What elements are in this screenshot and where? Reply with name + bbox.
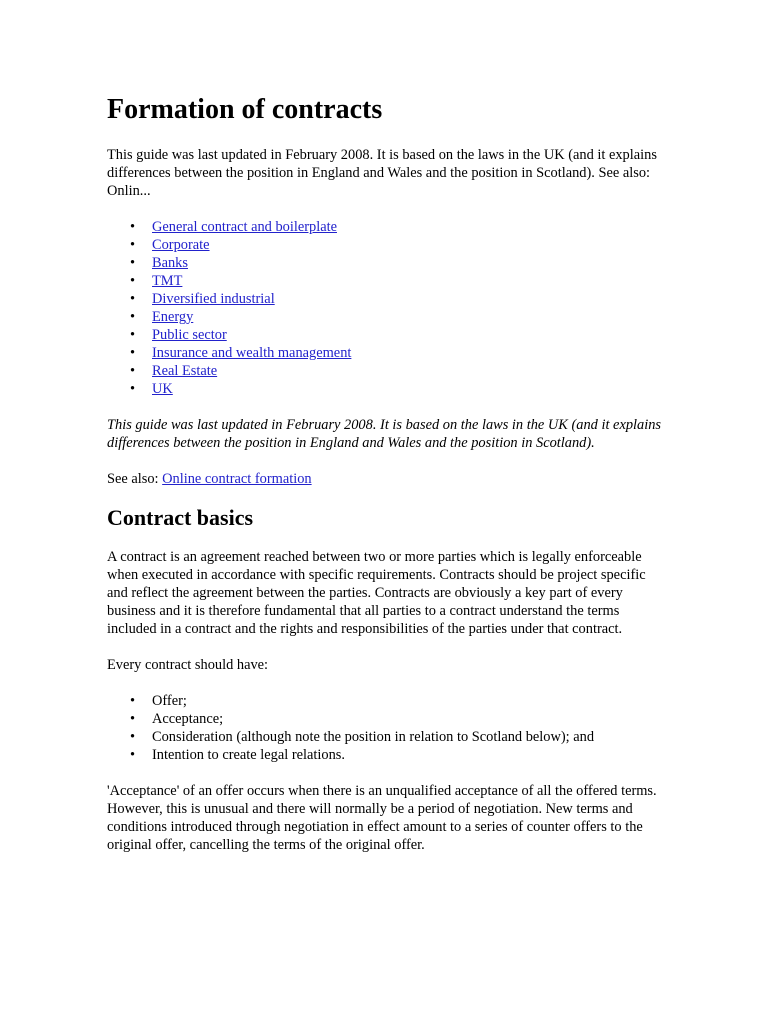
sector-link-list <box>107 218 667 398</box>
sector-link-public-sector[interactable]: Public sector <box>152 327 227 343</box>
list-item <box>152 218 667 236</box>
sector-link-diversified-industrial[interactable]: Diversified industrial <box>152 291 275 307</box>
acceptance-paragraph: 'Acceptance' of an offer occurs when there is an unqualified acceptance of all the offered terms. However, this is unusual and there will normally be a period of negotiation. New terms and conditions introduced through negotiation in effect amount to a series of counter offers to the original offer, cancelling the terms of the original offer. <box>107 783 657 853</box>
sector-link-real-estate[interactable]: Real Estate <box>152 363 218 379</box>
sector-link-uk[interactable]: UK <box>152 381 173 397</box>
requirements-list <box>107 692 667 764</box>
sector-link-corporate[interactable]: Corporate <box>152 237 210 253</box>
sector-link-energy[interactable]: Energy <box>152 309 194 325</box>
list-item: • Offer; <box>152 692 667 710</box>
sector-link-insurance[interactable]: Insurance and wealth management <box>152 345 352 361</box>
see-also-line <box>107 470 667 488</box>
list-item <box>152 344 667 362</box>
update-note <box>107 416 667 452</box>
sector-link-general-contract[interactable]: General contract and boilerplate <box>152 219 337 235</box>
intro-paragraph: This guide was last updated in February 2008. It is based on the laws in the UK (and it explains differences between the position in England and Wales and the position in Scotland). See also: Onlin... <box>107 147 657 199</box>
list-item: • Consideration (although note the position in relation to Scotland below); and <box>152 728 667 746</box>
list-item <box>152 326 667 344</box>
list-item <box>152 362 667 380</box>
sector-link-tmt[interactable]: TMT <box>152 273 183 289</box>
list-item <box>152 380 667 398</box>
sector-link-banks[interactable]: Banks <box>152 255 188 271</box>
list-item <box>152 236 667 254</box>
section-heading: Contract basics <box>107 505 254 530</box>
see-also-prefix: See also: <box>107 471 163 487</box>
page-title: Formation of contracts <box>107 94 383 125</box>
list-item: • Intention to create legal relations. <box>152 746 667 764</box>
list-item: • Acceptance; <box>152 710 667 728</box>
online-contract-formation-link[interactable]: Online contract formation <box>162 471 312 487</box>
list-item <box>152 272 667 290</box>
list-item <box>152 308 667 326</box>
contract-definition-paragraph: A contract is an agreement reached between two or more parties which is legally enforceable when executed in accordance with specific requirements. Contracts should be project specific and reflect the agreement between the parties. Contracts are obviously a key part of every business and it is therefore fundamental that all parties to a contract understand the terms included in a contract and the rights and responsibilities of the parties under that contract. <box>107 549 646 637</box>
document-page <box>107 92 667 854</box>
update-note-text: This guide was last updated in February 2008. It is based on the laws in the UK (and it explains differences between the position in England and Wales and the position in Scotland). <box>107 417 662 451</box>
requirements-intro: Every contract should have: <box>107 657 269 673</box>
list-item <box>152 254 667 272</box>
list-item <box>152 290 667 308</box>
